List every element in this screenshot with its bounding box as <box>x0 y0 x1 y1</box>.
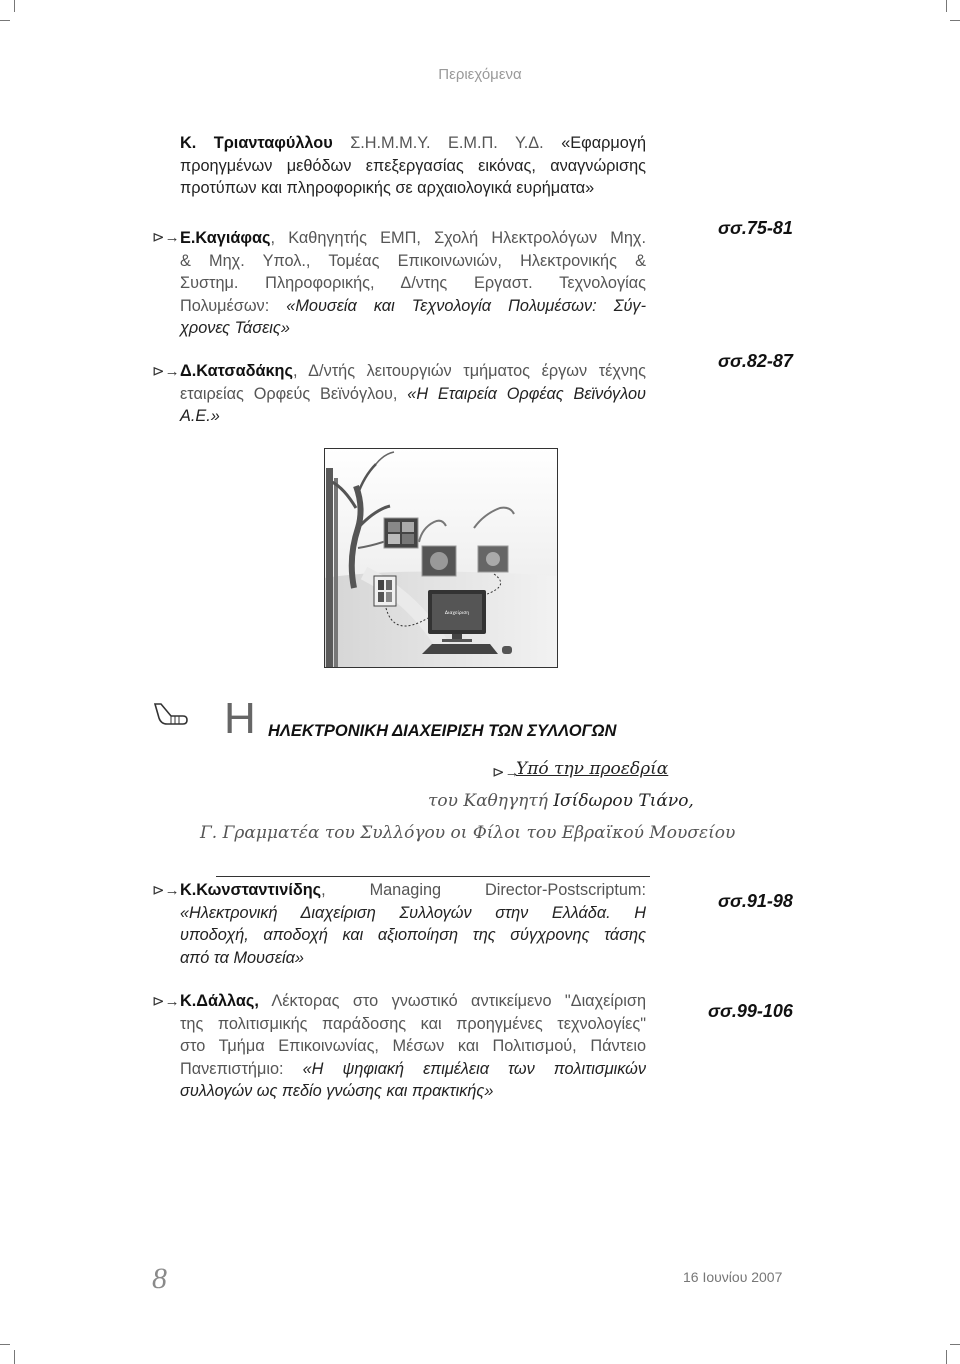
entry-text: Συστημ. Πληροφορικής, Δ/ντης Εργαστ. Τεχνολογίας <box>180 274 646 292</box>
chair-name: Ισίδωρου Τιάνο, <box>553 791 694 811</box>
page-range <box>718 218 793 239</box>
divider <box>216 876 650 877</box>
crop-mark <box>950 1344 960 1345</box>
talk-title: συλλογών ως πεδίο γνώσης και πρακτικής» <box>180 1082 494 1100</box>
chair-role: Γ. Γραμματέα του Συλλόγου οι Φίλοι του Εβραϊκού Μουσείου <box>200 823 736 843</box>
running-header: Περιεχόμενα <box>438 66 522 83</box>
pages-prefix: σσ. <box>718 891 747 911</box>
toc-entry-konstantinidis <box>180 879 646 969</box>
footer-date: 16 Ιουνίου 2007 <box>683 1269 783 1285</box>
bullet-icon: ⊳→ <box>152 993 180 1010</box>
title-start: «Εφαρμογή <box>561 134 646 152</box>
affiliation: , Καθηγητής ΕΜΠ, Σχολή Ηλεκτρολόγων Μηχ. <box>270 229 646 247</box>
pages-value: 91-98 <box>746 891 793 911</box>
section-title: ΗΛΕΚΤΡΟΝΙΚΗ ΔΙΑΧΕΙΡΙΣΗ ΤΩΝ ΣΥΛΛΟΓΩΝ <box>268 722 617 740</box>
author-name: Κ.Δάλλας, <box>180 992 259 1010</box>
talk-title: «Μουσεία και Τεχνολογία Πολυμέσων: Σύγ- <box>286 296 646 315</box>
author-name: Κ.Κωνσταντινίδης <box>180 881 322 899</box>
affiliation: Λέκτορας στο γνωστικό αντικείμενο "Διαχείριση <box>258 992 646 1010</box>
affiliation: , Managing Director-Postscriptum: <box>321 881 646 899</box>
page-range <box>718 891 793 912</box>
entry-text: εταιρείας Ορφεύς Βεϊνόγλου, <box>180 384 408 403</box>
toc-entry-dallas <box>180 990 646 1103</box>
author-name: Ε.Καγιάφας <box>180 229 271 247</box>
tree-computer-illustration <box>324 448 558 668</box>
toc-entry-triantafyllou <box>180 132 646 200</box>
talk-title: Α.Ε.» <box>180 407 220 425</box>
affiliation: , Δ/ντής λειτουργιών τμήματος έργων τέχνης <box>292 362 646 380</box>
bullet-icon: ⊳→ <box>152 882 180 899</box>
entry-text: & Μηχ. Υπολ., Τομέας Επικοινωνιών, Ηλεκτρονικής & <box>180 251 646 270</box>
bullet-icon: ⊳→ <box>152 229 180 246</box>
crop-mark <box>14 1350 15 1364</box>
author-name: Κ. Τριανταφύλλου <box>180 134 333 152</box>
pages-value: 75-81 <box>746 218 793 238</box>
crop-mark <box>0 1344 10 1345</box>
screen-text: Διαχείριση <box>444 611 470 616</box>
pages-prefix: σσ. <box>718 351 747 371</box>
chair-label: Υπό την προεδρία <box>516 759 669 779</box>
talk-title: χρονες Τάσεις» <box>180 319 290 337</box>
entry-text: της πολιτισμικής παράδοσης και προηγμένες τεχνολογίες" <box>180 1014 646 1033</box>
entry-text: στο Τμήμα Επικοινωνίας, Μέσων και Πολιτισμού, Πάντειο <box>180 1037 646 1055</box>
pages-prefix: σσ. <box>708 1001 737 1021</box>
page-number: 8 <box>152 1262 167 1295</box>
pages-value: 82-87 <box>746 351 793 371</box>
author-name: Δ.Κατσαδάκης <box>180 362 293 380</box>
entry-text: προηγμένων μεθόδων επεξεργασίας εικόνας, αναγνώρισης <box>180 156 646 175</box>
talk-title: «Ηλεκτρονική Διαχείριση Συλλογών στην Ελλάδα. Η <box>180 903 646 922</box>
toc-entry-katsadakis <box>180 360 646 428</box>
pages-prefix: σσ. <box>718 218 747 238</box>
crop-mark <box>0 20 10 21</box>
chair-person <box>428 791 694 811</box>
entry-text: Πολυμέσων: <box>180 296 287 315</box>
section-initial: Η <box>224 694 256 743</box>
affiliation: Σ.Η.Μ.Μ.Υ. Ε.Μ.Π. Υ.Δ. <box>350 134 544 152</box>
bullet-icon: ⊳→ <box>492 764 520 781</box>
talk-title: από τα Μουσεία» <box>180 948 304 967</box>
toc-entry-kagiafas <box>180 227 646 340</box>
crop-mark <box>946 1350 947 1364</box>
crop-mark <box>14 0 15 12</box>
pages-value: 99-106 <box>736 1001 793 1021</box>
chair-title: του Καθηγητή <box>428 791 554 811</box>
page-range <box>718 351 793 372</box>
talk-title: υποδοχή, αποδοχή και αξιοποίηση της σύγχρονης τάσης <box>180 926 646 944</box>
talk-title: «Η ψηφιακή επιμέλεια των πολιτισμικών <box>302 1059 646 1078</box>
hand-pointer-icon <box>153 700 189 735</box>
crop-mark <box>946 0 947 12</box>
crop-mark <box>950 20 960 21</box>
page-range <box>708 1001 793 1022</box>
section-illustration <box>324 448 558 668</box>
entry-text: Πανεπιστήμιο: <box>180 1059 303 1078</box>
entry-text: προτύπων και πληροφορικής σε αρχαιολογικά ευρήματα» <box>180 179 595 197</box>
bullet-icon: ⊳→ <box>152 363 180 380</box>
talk-title: «Η Εταιρεία Ορφέας Βεϊνόγλου <box>407 384 646 403</box>
